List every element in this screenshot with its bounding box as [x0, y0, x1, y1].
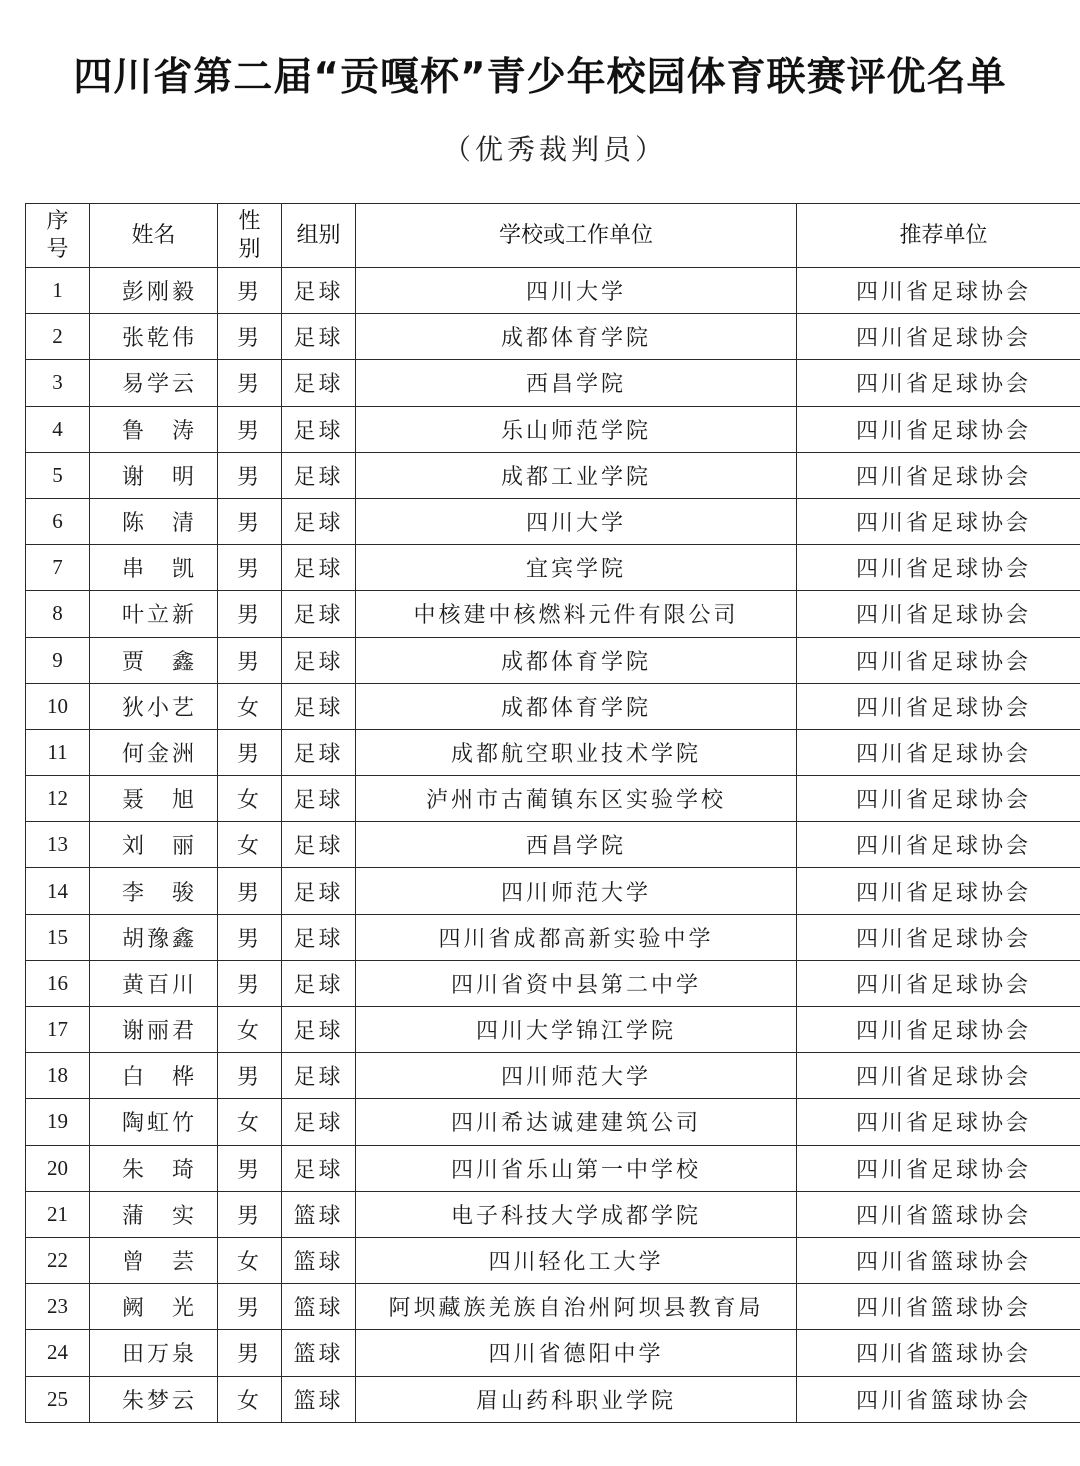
cell-seq: 24 — [26, 1330, 90, 1376]
cell-name: 曾 芸 — [90, 1237, 218, 1283]
cell-seq: 23 — [26, 1284, 90, 1330]
cell-name: 谢 明 — [90, 452, 218, 498]
cell-name: 聂 旭 — [90, 776, 218, 822]
table-row — [26, 268, 1080, 314]
cell-name: 张乾伟 — [90, 314, 218, 360]
cell-unit: 四川大学锦江学院 — [356, 1007, 797, 1053]
cell-group: 足球 — [282, 637, 356, 683]
cell-unit: 乐山师范学院 — [356, 406, 797, 452]
cell-seq: 6 — [26, 498, 90, 544]
document-subtitle: （优秀裁判员） — [442, 133, 667, 166]
cell-seq: 15 — [26, 914, 90, 960]
cell-sex: 男 — [218, 960, 282, 1006]
table-row — [26, 729, 1080, 775]
cell-name: 黄百川 — [90, 960, 218, 1006]
cell-group: 篮球 — [282, 1237, 356, 1283]
cell-name: 胡豫鑫 — [90, 914, 218, 960]
cell-unit: 四川师范大学 — [356, 868, 797, 914]
table-row — [26, 868, 1080, 914]
cell-unit: 西昌学院 — [356, 360, 797, 406]
cell-group: 足球 — [282, 498, 356, 544]
table-row — [26, 683, 1080, 729]
cell-name: 朱 琦 — [90, 1145, 218, 1191]
cell-sex: 女 — [218, 683, 282, 729]
cell-group: 篮球 — [282, 1330, 356, 1376]
cell-unit: 阿坝藏族羌族自治州阿坝县教育局 — [356, 1284, 797, 1330]
cell-name: 白 桦 — [90, 1053, 218, 1099]
cell-seq: 13 — [26, 822, 90, 868]
header-unit: 学校或工作单位 — [356, 204, 797, 268]
cell-recommender: 四川省篮球协会 — [797, 1237, 1080, 1283]
cell-sex: 男 — [218, 729, 282, 775]
cell-recommender: 四川省足球协会 — [797, 868, 1080, 914]
cell-seq: 8 — [26, 591, 90, 637]
cell-recommender: 四川省篮球协会 — [797, 1376, 1080, 1422]
cell-unit: 四川省乐山第一中学校 — [356, 1145, 797, 1191]
cell-seq: 19 — [26, 1099, 90, 1145]
table-row — [26, 776, 1080, 822]
cell-seq: 14 — [26, 868, 90, 914]
cell-seq: 2 — [26, 314, 90, 360]
cell-name: 串 凯 — [90, 545, 218, 591]
cell-recommender: 四川省足球协会 — [797, 960, 1080, 1006]
cell-sex: 男 — [218, 1145, 282, 1191]
cell-seq: 25 — [26, 1376, 90, 1422]
cell-name: 陈 清 — [90, 498, 218, 544]
cell-name: 狄小艺 — [90, 683, 218, 729]
cell-group: 足球 — [282, 960, 356, 1006]
cell-sex: 男 — [218, 1330, 282, 1376]
referee-list-table — [25, 203, 1080, 1423]
cell-seq: 4 — [26, 406, 90, 452]
cell-sex: 女 — [218, 822, 282, 868]
table-row — [26, 360, 1080, 406]
cell-group: 足球 — [282, 822, 356, 868]
cell-sex: 男 — [218, 1053, 282, 1099]
cell-unit: 四川省德阳中学 — [356, 1330, 797, 1376]
cell-recommender: 四川省足球协会 — [797, 1145, 1080, 1191]
cell-unit: 四川希达诚建建筑公司 — [356, 1099, 797, 1145]
table-body — [26, 268, 1080, 1423]
cell-sex: 男 — [218, 360, 282, 406]
cell-sex: 男 — [218, 868, 282, 914]
cell-group: 足球 — [282, 452, 356, 498]
cell-unit: 宜宾学院 — [356, 545, 797, 591]
cell-seq: 12 — [26, 776, 90, 822]
header-seq-line2: 号 — [46, 236, 69, 262]
cell-unit: 成都航空职业技术学院 — [356, 729, 797, 775]
cell-sex: 男 — [218, 1191, 282, 1237]
table-header-row — [26, 204, 1080, 268]
cell-unit: 中核建中核燃料元件有限公司 — [356, 591, 797, 637]
cell-recommender: 四川省足球协会 — [797, 683, 1080, 729]
cell-seq: 5 — [26, 452, 90, 498]
table-row — [26, 1376, 1080, 1422]
cell-name: 谢丽君 — [90, 1007, 218, 1053]
cell-seq: 7 — [26, 545, 90, 591]
cell-seq: 3 — [26, 360, 90, 406]
cell-sex: 男 — [218, 268, 282, 314]
cell-seq: 20 — [26, 1145, 90, 1191]
table-row — [26, 1330, 1080, 1376]
table-row — [26, 545, 1080, 591]
cell-group: 篮球 — [282, 1191, 356, 1237]
cell-seq: 1 — [26, 268, 90, 314]
cell-recommender: 四川省足球协会 — [797, 822, 1080, 868]
cell-name: 陶虹竹 — [90, 1099, 218, 1145]
header-group: 组别 — [282, 204, 356, 268]
cell-seq: 17 — [26, 1007, 90, 1053]
cell-unit: 成都体育学院 — [356, 637, 797, 683]
cell-seq: 9 — [26, 637, 90, 683]
cell-recommender: 四川省足球协会 — [797, 729, 1080, 775]
header-seq — [26, 204, 90, 268]
cell-unit: 泸州市古蔺镇东区实验学校 — [356, 776, 797, 822]
header-sex-line1: 性 — [238, 208, 261, 234]
cell-name: 蒲 实 — [90, 1191, 218, 1237]
cell-unit: 成都工业学院 — [356, 452, 797, 498]
table-row — [26, 314, 1080, 360]
cell-sex: 男 — [218, 637, 282, 683]
cell-sex: 男 — [218, 591, 282, 637]
cell-unit: 四川师范大学 — [356, 1053, 797, 1099]
cell-recommender: 四川省足球协会 — [797, 268, 1080, 314]
cell-recommender: 四川省足球协会 — [797, 1053, 1080, 1099]
cell-sex: 女 — [218, 776, 282, 822]
cell-recommender: 四川省篮球协会 — [797, 1330, 1080, 1376]
cell-recommender: 四川省足球协会 — [797, 498, 1080, 544]
cell-recommender: 四川省足球协会 — [797, 591, 1080, 637]
cell-recommender: 四川省足球协会 — [797, 776, 1080, 822]
cell-unit: 成都体育学院 — [356, 683, 797, 729]
cell-group: 足球 — [282, 683, 356, 729]
cell-group: 足球 — [282, 914, 356, 960]
cell-recommender: 四川省篮球协会 — [797, 1191, 1080, 1237]
cell-name: 田万泉 — [90, 1330, 218, 1376]
cell-unit: 成都体育学院 — [356, 314, 797, 360]
cell-sex: 男 — [218, 498, 282, 544]
table-row — [26, 1145, 1080, 1191]
cell-group: 篮球 — [282, 1284, 356, 1330]
cell-group: 足球 — [282, 360, 356, 406]
cell-group: 足球 — [282, 545, 356, 591]
table-row — [26, 1284, 1080, 1330]
cell-group: 足球 — [282, 406, 356, 452]
cell-unit: 电子科技大学成都学院 — [356, 1191, 797, 1237]
table-row — [26, 637, 1080, 683]
cell-recommender: 四川省足球协会 — [797, 914, 1080, 960]
cell-seq: 22 — [26, 1237, 90, 1283]
cell-group: 足球 — [282, 868, 356, 914]
table-row — [26, 591, 1080, 637]
document-title: 四川省第二届“贡嘎杯”青少年校园体育联赛评优名单 — [73, 55, 1007, 100]
cell-sex: 男 — [218, 314, 282, 360]
header-name: 姓名 — [90, 204, 218, 268]
cell-sex: 女 — [218, 1007, 282, 1053]
cell-sex: 男 — [218, 545, 282, 591]
cell-unit: 眉山药科职业学院 — [356, 1376, 797, 1422]
cell-recommender: 四川省足球协会 — [797, 1099, 1080, 1145]
table-row — [26, 822, 1080, 868]
table-row — [26, 914, 1080, 960]
cell-sex: 女 — [218, 1099, 282, 1145]
table-row — [26, 452, 1080, 498]
cell-name: 易学云 — [90, 360, 218, 406]
cell-sex: 男 — [218, 452, 282, 498]
cell-recommender: 四川省足球协会 — [797, 545, 1080, 591]
table-row — [26, 1191, 1080, 1237]
cell-name: 叶立新 — [90, 591, 218, 637]
cell-recommender: 四川省足球协会 — [797, 314, 1080, 360]
cell-sex: 女 — [218, 1376, 282, 1422]
cell-group: 足球 — [282, 729, 356, 775]
cell-name: 刘 丽 — [90, 822, 218, 868]
header-recommender: 推荐单位 — [797, 204, 1080, 268]
cell-name: 贾 鑫 — [90, 637, 218, 683]
cell-recommender: 四川省足球协会 — [797, 1007, 1080, 1053]
cell-recommender: 四川省足球协会 — [797, 406, 1080, 452]
table-row — [26, 1099, 1080, 1145]
cell-recommender: 四川省足球协会 — [797, 452, 1080, 498]
cell-seq: 11 — [26, 729, 90, 775]
cell-sex: 女 — [218, 1237, 282, 1283]
cell-sex: 男 — [218, 1284, 282, 1330]
cell-name: 何金洲 — [90, 729, 218, 775]
cell-group: 足球 — [282, 1099, 356, 1145]
cell-recommender: 四川省篮球协会 — [797, 1284, 1080, 1330]
cell-seq: 18 — [26, 1053, 90, 1099]
table-row — [26, 1053, 1080, 1099]
cell-recommender: 四川省足球协会 — [797, 360, 1080, 406]
cell-name: 阙 光 — [90, 1284, 218, 1330]
cell-unit: 四川大学 — [356, 498, 797, 544]
cell-group: 足球 — [282, 1007, 356, 1053]
cell-sex: 男 — [218, 914, 282, 960]
cell-sex: 男 — [218, 406, 282, 452]
cell-unit: 四川轻化工大学 — [356, 1237, 797, 1283]
cell-group: 足球 — [282, 1145, 356, 1191]
cell-group: 篮球 — [282, 1376, 356, 1422]
cell-name: 鲁 涛 — [90, 406, 218, 452]
cell-recommender: 四川省足球协会 — [797, 637, 1080, 683]
cell-unit: 西昌学院 — [356, 822, 797, 868]
table-row — [26, 1237, 1080, 1283]
cell-name: 朱梦云 — [90, 1376, 218, 1422]
table-row — [26, 498, 1080, 544]
cell-unit: 四川大学 — [356, 268, 797, 314]
cell-seq: 16 — [26, 960, 90, 1006]
cell-seq: 21 — [26, 1191, 90, 1237]
cell-unit: 四川省资中县第二中学 — [356, 960, 797, 1006]
cell-group: 足球 — [282, 591, 356, 637]
header-seq-line1: 序 — [46, 208, 69, 234]
header-sex-line2: 别 — [238, 236, 261, 262]
cell-name: 彭刚毅 — [90, 268, 218, 314]
table-row — [26, 960, 1080, 1006]
cell-seq: 10 — [26, 683, 90, 729]
table-row — [26, 1007, 1080, 1053]
cell-name: 李 骏 — [90, 868, 218, 914]
header-sex — [218, 204, 282, 268]
cell-group: 足球 — [282, 776, 356, 822]
cell-group: 足球 — [282, 268, 356, 314]
cell-group: 足球 — [282, 314, 356, 360]
cell-group: 足球 — [282, 1053, 356, 1099]
cell-unit: 四川省成都高新实验中学 — [356, 914, 797, 960]
table-row — [26, 406, 1080, 452]
